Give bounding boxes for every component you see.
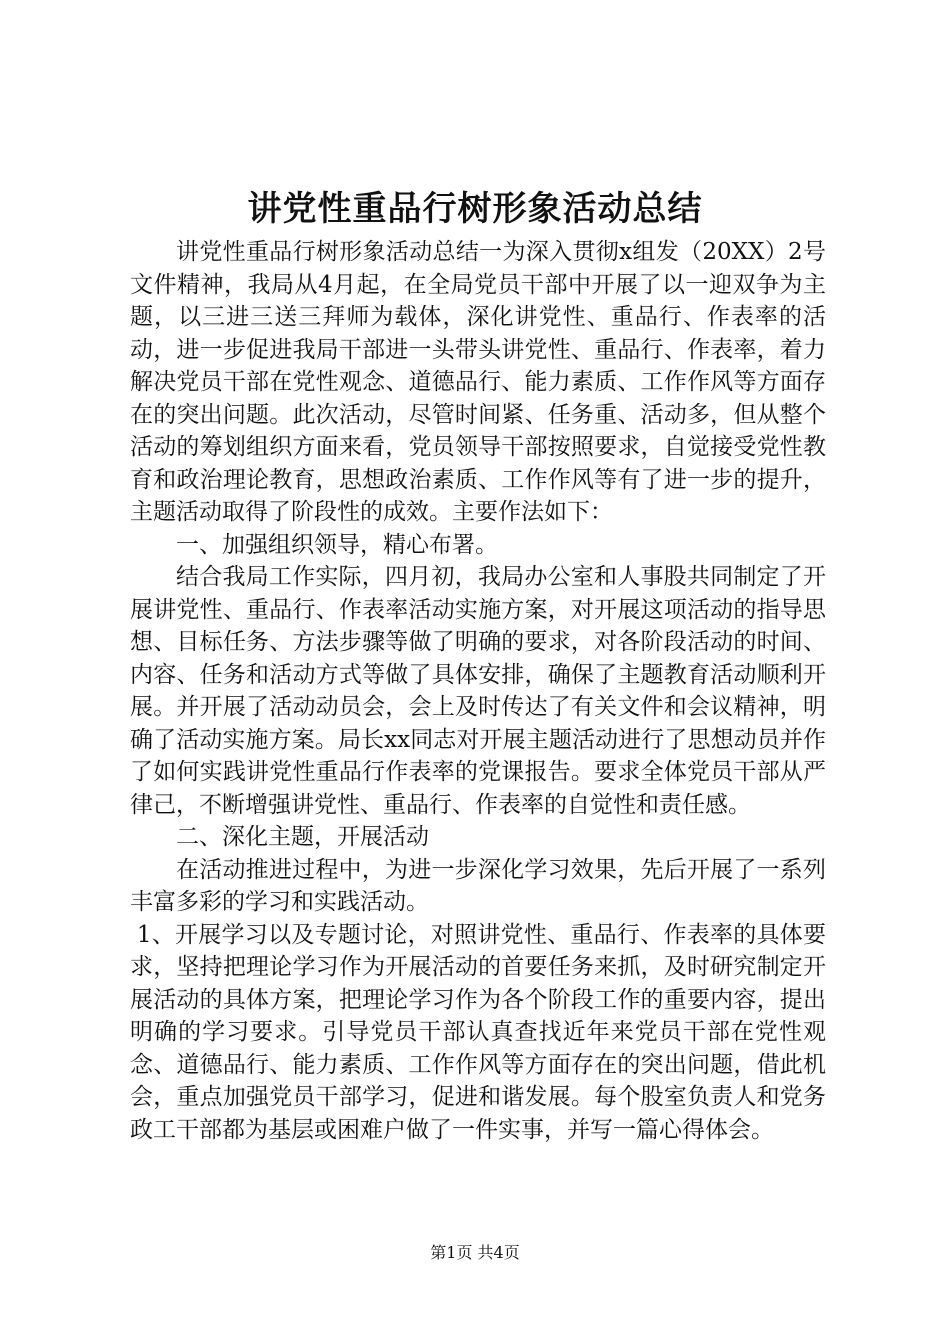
section-heading-2: 二、深化主题，开展活动 (176, 824, 429, 850)
paragraph-section-2: 在活动推进过程中，为进一步深化学习效果，先后开展了一系列丰富多彩的学习和实践活动。 (130, 856, 826, 915)
page-number: 第1页 共4页 (430, 1243, 520, 1262)
document-body (130, 236, 826, 1146)
paragraph-item-1: 1、开展学习以及专题讨论，对照讲党性、重品行、作表率的具体要求，坚持把理论学习作为开展活动的首要任务来抓，及时研究制定开展活动的具体方案，把理论学习作为各个阶段工作的重要内容，提出明确的学习要求。引导党员干部认真查找近年来党员干部在党性观念、道德品行、能力素质、工作作风等方面存在的突出问题，借此机会，重点加强党员干部学习，促进和谐发展。每个股室负责人和党务政工干部都为基层或困难户做了一件实事，并写一篇心得体会。 (130, 921, 826, 1143)
section-heading-1: 一、加强组织领导，精心布署。 (176, 531, 498, 558)
paragraph-section-1: 结合我局工作实际，四月初，我局办公室和人事股共同制定了开展讲党性、重品行、作表率活动实施方案，对开展这项活动的指导思想、目标任务、方法步骤等做了明确的要求，对各阶段活动的时间、内容、任务和活动方式等做了具体安排，确保了主题教育活动顺利开展。并开展了活动动员会，会上及时传达了有关文件和会议精神，明确了活动实施方案。局长xx同志对开展主题活动进行了思想动员并作了如何实践讲党性重品行作表率的党课报告。要求全体党员干部从严律己，不断增强讲党性、重品行、作表率的自觉性和责任感。 (130, 564, 826, 818)
document-title: 讲党性重品行树形象活动总结 (247, 189, 703, 229)
paragraph-intro: 讲党性重品行树形象活动总结一为深入贯彻x组发（20XX）2号文件精神，我局从4月起，在全局党员干部中开展了以一迎双争为主题，以三进三送三拜师为载体，深化讲党性、重品行、作表率的活动，进一步促进我局干部进一头带头讲党性、重品行、作表率，着力解决党员干部在党性观念、道德品行、能力素质、工作作风等方面存在的突出问题。此次活动，尽管时间紧、任务重、活动多，但从整个活动的筹划组织方面来看，党员领导干部按照要求，自觉接受党性教育和政治理论教育，思想政治素质、工作作风等有了进一步的提升，主题活动取得了阶段性的成效。主要作法如下： (130, 239, 826, 525)
